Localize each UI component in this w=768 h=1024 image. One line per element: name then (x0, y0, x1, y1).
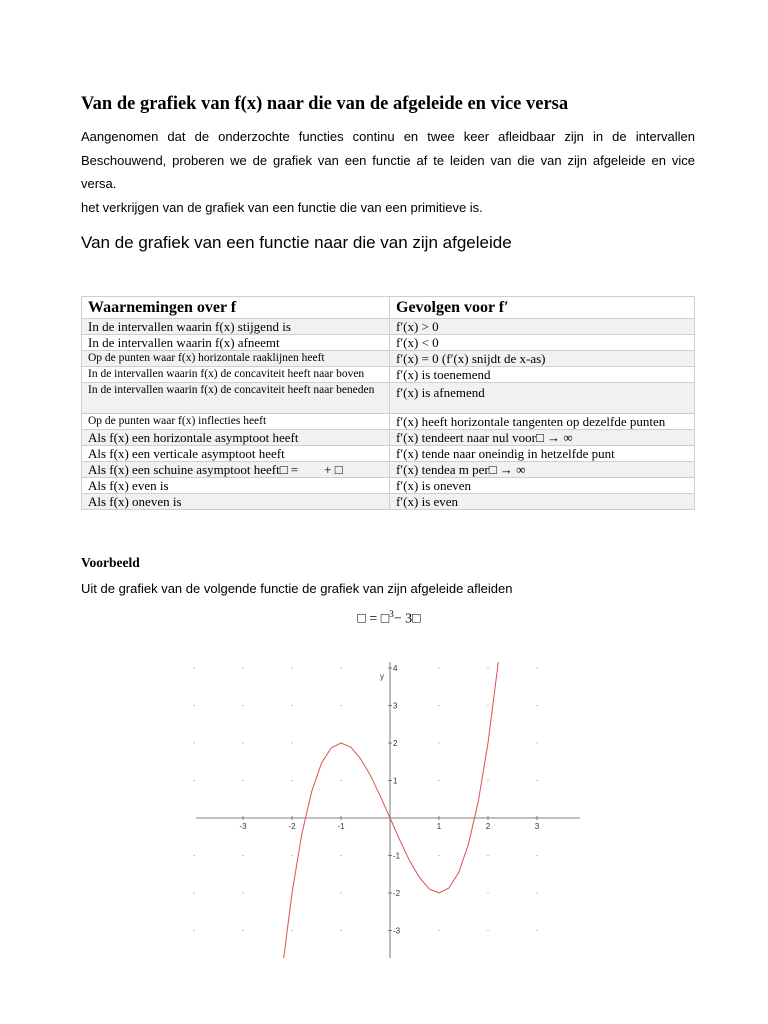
y-tick-label: -2 (393, 889, 401, 898)
table-cell-consequence: f′(x) tendeert naar nul voor□ → ∞ (390, 430, 695, 446)
grid-dot (193, 930, 194, 931)
table-cell-observation: In de intervallen waarin f(x) afneemt (82, 335, 390, 351)
grid-dot (193, 780, 194, 781)
grid-dot (242, 930, 243, 931)
table-cell-observation: Als f(x) even is (82, 478, 390, 494)
grid-dot (291, 667, 292, 668)
grid-dot (487, 667, 488, 668)
table-cell-observation: Als f(x) een schuine asymptoot heeft□ = + □ (82, 462, 390, 478)
grid-dot (536, 667, 537, 668)
grid-dot (193, 742, 194, 743)
grid-dot (536, 892, 537, 893)
formula-exponent: 3 (389, 609, 394, 619)
grid-dot (340, 705, 341, 706)
grid-dot (438, 930, 439, 931)
grid-dot (340, 667, 341, 668)
table-cell-observation: Als f(x) een horizontale asymptoot heeft (82, 430, 390, 446)
grid-dot (536, 930, 537, 931)
grid-dot (242, 855, 243, 856)
y-tick-label: -3 (393, 926, 401, 936)
table-cell-consequence: f′(x) > 0 (390, 319, 695, 335)
grid-dot (242, 667, 243, 668)
table-cell-consequence: f′(x) tende naar oneindig in hetzelfde punt (390, 446, 695, 462)
y-tick-label: -1 (393, 851, 401, 861)
grid-dot (438, 667, 439, 668)
table-cell-observation: Op de punten waar f(x) horizontale raaklijnen heeft (82, 351, 390, 367)
table-cell-consequence: f′(x) is oneven (390, 478, 695, 494)
grid-dot (536, 742, 537, 743)
document-title: Van de grafiek van f(x) naar die van de afgeleide en vice versa (81, 94, 569, 114)
grid-dot (340, 930, 341, 931)
grid-dot (242, 780, 243, 781)
x-tick-label: 3 (534, 822, 540, 831)
x-tick-label: -1 (337, 822, 345, 831)
formula-rhs: − 3□ (393, 611, 421, 627)
table-header-observations: Waarnemingen over f (82, 297, 390, 319)
x-tick-label: 2 (485, 822, 491, 831)
x-tick-label: -3 (239, 822, 247, 831)
grid-dot (438, 742, 439, 743)
y-tick-label: 3 (393, 701, 398, 711)
table-cell-observation: Als f(x) een verticale asymptoot heeft (82, 446, 390, 462)
table-cell-consequence: f′(x) tendea m per□ → ∞ (390, 462, 695, 478)
table-cell-consequence: f′(x) is even (390, 494, 695, 510)
grid-dot (536, 705, 537, 706)
intro-line-1: Aangenomen dat de onderzochte functies continu en twee keer afleidbaar zijn in de intervallen (81, 129, 695, 144)
grid-dot (536, 780, 537, 781)
grid-dot (487, 930, 488, 931)
table-cell-observation: In de intervallen waarin f(x) de concaviteit heeft naar boven (82, 367, 390, 383)
grid-dot (242, 892, 243, 893)
grid-dot (193, 705, 194, 706)
grid-dot (438, 780, 439, 781)
y-tick-label: 2 (393, 739, 398, 748)
example-text: Uit de grafiek van de volgende functie de grafiek van zijn afgeleide afleiden (81, 581, 513, 596)
grid-dot (291, 855, 292, 856)
grid-dot (291, 780, 292, 781)
table-cell-consequence: f′(x) < 0 (390, 335, 695, 351)
table-cell-consequence: f′(x) is toenemend (390, 367, 695, 383)
grid-dot (242, 742, 243, 743)
grid-dot (242, 705, 243, 706)
grid-dot (340, 780, 341, 781)
section-heading: Van de grafiek van een functie naar die van zijn afgeleide (81, 233, 512, 252)
grid-dot (193, 855, 194, 856)
formula-lhs: □ = □ (357, 611, 390, 627)
grid-dot (193, 892, 194, 893)
grid-dot (340, 892, 341, 893)
intro-line-2: Beschouwend, proberen we de grafiek van een functie af te leiden van die van zijn afgeleide en vice versa. (81, 152, 695, 191)
table-header-consequences: Gevolgen voor f′ (390, 297, 695, 319)
table-cell-observation: Als f(x) oneven is (82, 494, 390, 510)
grid-dot (536, 855, 537, 856)
intro-line-3: het verkrijgen van de grafiek van een functie die van een primitieve is. (81, 199, 483, 215)
y-axis-label: y (380, 672, 384, 681)
grid-dot (291, 705, 292, 706)
grid-dot (438, 705, 439, 706)
example-heading: Voorbeeld (81, 555, 140, 570)
x-tick-label: 1 (436, 822, 442, 831)
table-cell-consequence: f′(x) heeft horizontale tangenten op dezelfde punten (390, 414, 695, 430)
grid-dot (291, 930, 292, 931)
grid-dot (438, 855, 439, 856)
grid-dot (193, 667, 194, 668)
table-cell-consequence: f′(x) is afnemend (390, 383, 695, 414)
grid-dot (487, 855, 488, 856)
grid-dot (487, 780, 488, 781)
table-cell-consequence: f′(x) = 0 (f′(x) snijdt de x-as) (390, 351, 695, 367)
x-tick-label: -2 (288, 822, 296, 831)
table-cell-observation: In de intervallen waarin f(x) stijgend is (82, 319, 390, 335)
table-cell-observation: Op de punten waar f(x) inflecties heeft (82, 414, 390, 430)
function-curve (277, 635, 501, 1016)
y-tick-label: 1 (393, 776, 398, 786)
y-tick-label: 4 (393, 664, 398, 673)
grid-dot (487, 892, 488, 893)
grid-dot (340, 855, 341, 856)
grid-dot (291, 742, 292, 743)
grid-dot (487, 705, 488, 706)
table-cell-observation: In de intervallen waarin f(x) de concaviteit heeft naar beneden (82, 383, 390, 414)
